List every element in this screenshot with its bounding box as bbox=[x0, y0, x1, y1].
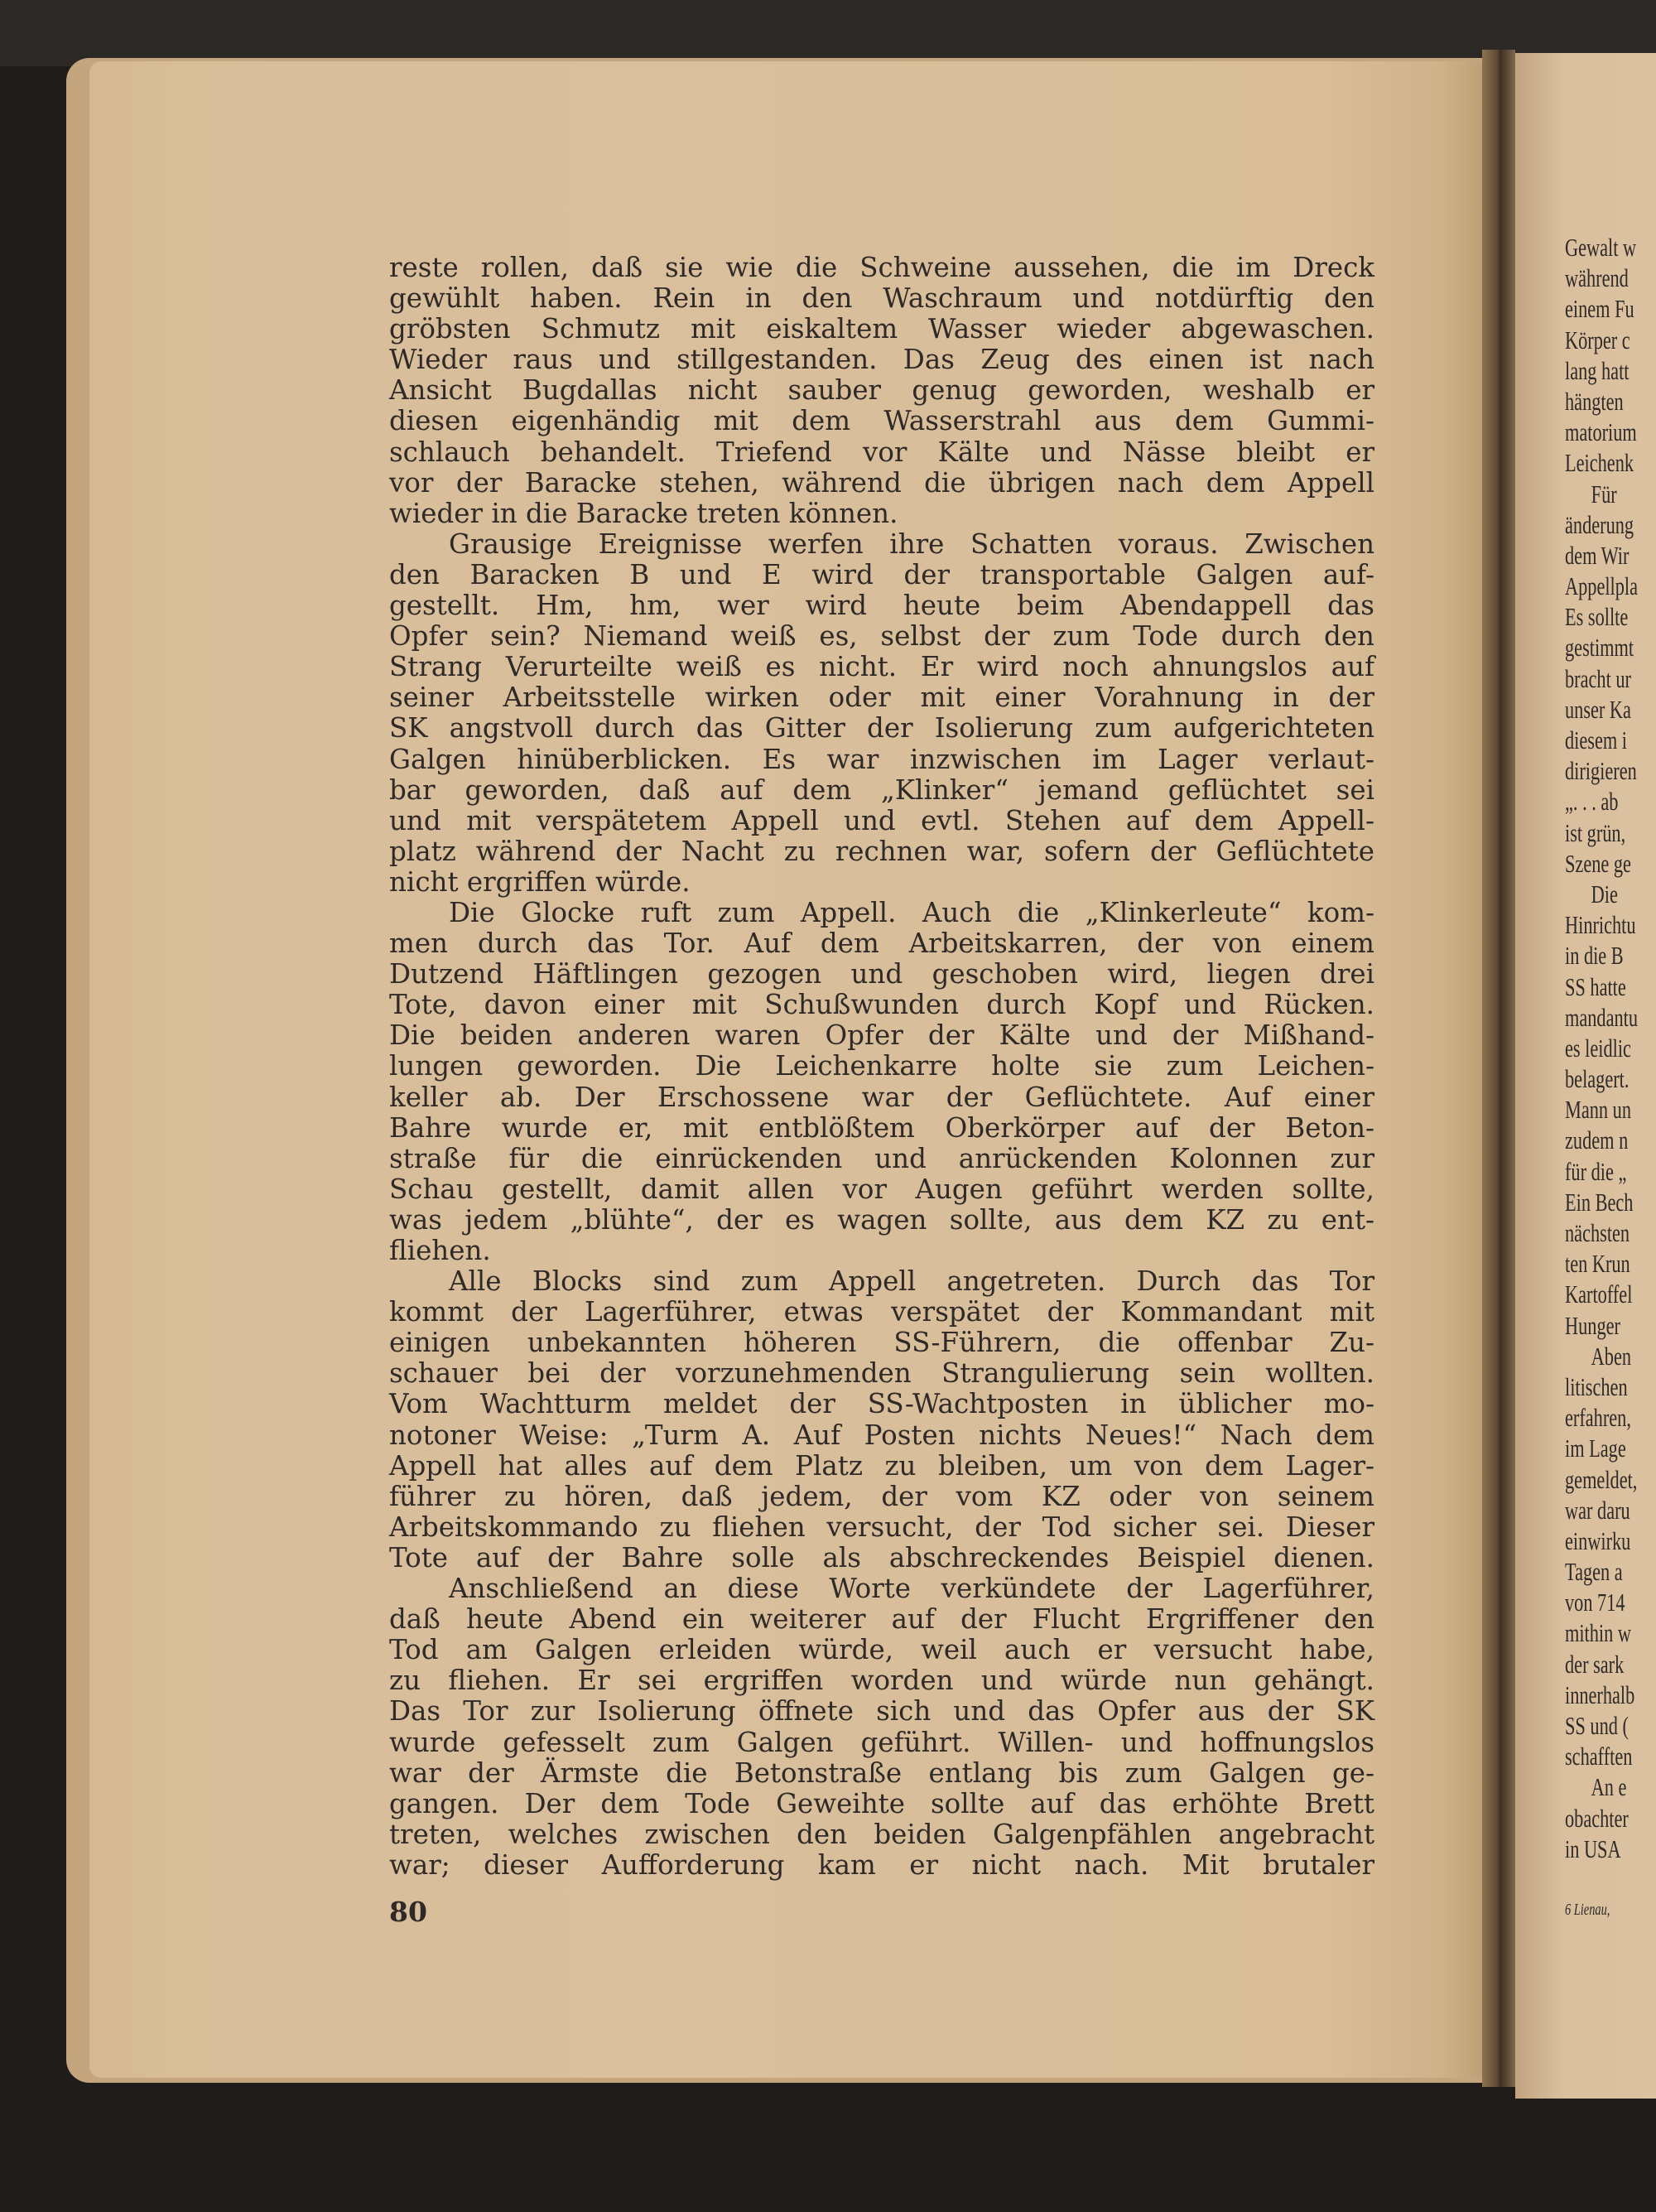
text-line: kommt der Lagerführer, etwas verspätet der Kommandant mit bbox=[389, 1296, 1374, 1328]
text-line: treten, welches zwischen den beiden Galgenpfählen angebracht bbox=[389, 1818, 1374, 1850]
text-line: seiner Arbeitsstelle wirken oder mit einer Vorahnung in der bbox=[389, 682, 1374, 714]
text-line: wurde gefesselt zum Galgen geführt. Willen- und hoffnungslos bbox=[389, 1726, 1374, 1758]
fragment-line: während bbox=[1565, 263, 1629, 293]
fragment-line: mandantu bbox=[1565, 1002, 1639, 1032]
fragment-line: Leichenk bbox=[1565, 448, 1634, 478]
text-line: war; dieser Aufforderung kam er nicht nach. Mit brutaler bbox=[389, 1848, 1374, 1881]
text-line: war der Ärmste die Betonstraße entlang bis zum Galgen ge- bbox=[389, 1757, 1374, 1789]
text-line: bar geworden, daß auf dem „Klinker“ jemand geflüchtet sei bbox=[389, 773, 1374, 806]
fragment-line: dirigieren bbox=[1565, 756, 1637, 786]
fragment-line: nächsten bbox=[1565, 1218, 1630, 1247]
fragment-line: Es sollte bbox=[1565, 602, 1629, 632]
text-line: schauer bei der vorzunehmenden Strangulierung sein wollten. bbox=[389, 1357, 1374, 1390]
fragment-line: gemeldet, bbox=[1565, 1464, 1638, 1494]
body-text bbox=[389, 253, 1374, 1881]
text-line: Vom Wachtturm meldet der SS-Wachtposten in üblicher mo- bbox=[389, 1388, 1374, 1420]
text-line: schlauch behandelt. Triefend vor Kälte und Nässe bleibt er bbox=[389, 436, 1374, 468]
text-line: Wieder raus und stillgestanden. Das Zeug des einen ist nach bbox=[389, 344, 1374, 376]
text-line: notoner Weise: „Turm A. Auf Posten nichts Neues!“ Nach dem bbox=[389, 1419, 1374, 1451]
text-line: Galgen hinüberblicken. Es war inzwischen im Lager verlaut- bbox=[389, 743, 1374, 775]
text-line: vor der Baracke stehen, während die übrigen nach dem Appell bbox=[389, 466, 1374, 499]
text-line: fliehen. bbox=[389, 1235, 491, 1266]
text-line: einigen unbekannten höheren SS-Führern, die offenbar Zu- bbox=[389, 1327, 1374, 1359]
fragment-line: für die „ bbox=[1565, 1156, 1627, 1186]
fragment-line: bracht ur bbox=[1565, 663, 1631, 693]
text-line: Die Glocke ruft zum Appell. Auch die „Klinkerleute“ kom- bbox=[449, 896, 1374, 928]
fragment-line: litischen bbox=[1565, 1371, 1628, 1401]
fragment-line: dem Wir bbox=[1565, 540, 1630, 570]
fragment-line: Tagen a bbox=[1565, 1557, 1623, 1587]
fragment-line: im Lage bbox=[1565, 1434, 1626, 1463]
text-line: Schau gestellt, damit allen vor Augen geführt werden sollte, bbox=[389, 1173, 1374, 1205]
fragment-line: von 714 bbox=[1565, 1588, 1625, 1617]
fragment-line: war daru bbox=[1565, 1495, 1630, 1525]
text-line: lungen geworden. Die Leichenkarre holte sie zum Leichen- bbox=[389, 1050, 1374, 1082]
fragment-line: Aben bbox=[1591, 1341, 1632, 1371]
fragment-line: Die bbox=[1591, 879, 1618, 908]
text-line: den Baracken B und E wird der transportable Galgen auf- bbox=[389, 558, 1374, 590]
fragment-line: Hinrichtu bbox=[1565, 910, 1636, 940]
fragment-line: „. . . ab bbox=[1565, 787, 1619, 817]
text-line: nicht ergriffen würde. bbox=[389, 865, 691, 898]
text-line: gestellt. Hm, hm, wer wird heute beim Abendappell das bbox=[389, 590, 1374, 622]
text-line: was jedem „blühte“, der es wagen sollte, aus dem KZ zu ent- bbox=[389, 1203, 1374, 1236]
fragment-line: gestimmt bbox=[1565, 633, 1634, 663]
fragment-line: einwirku bbox=[1565, 1525, 1631, 1555]
text-line: platz während der Nacht zu rechnen war, sofern der Geflüchtete bbox=[389, 835, 1374, 867]
fragment-line: erfahren, bbox=[1565, 1403, 1631, 1433]
text-line: Grausige Ereignisse werfen ihre Schatten voraus. Zwischen bbox=[449, 528, 1374, 560]
text-line: Appell hat alles auf dem Platz zu bleiben, um von dem Lager- bbox=[389, 1449, 1374, 1482]
fragment-line: Mann un bbox=[1565, 1095, 1631, 1125]
text-line: Dutzend Häftlingen gezogen und geschoben wird, liegen drei bbox=[389, 958, 1374, 990]
fragment-line: diesem i bbox=[1565, 725, 1628, 754]
page-number: 80 bbox=[389, 1896, 427, 1928]
fragment-line: An e bbox=[1591, 1772, 1627, 1802]
fragment-line: in USA bbox=[1565, 1834, 1621, 1863]
text-line: SK angstvoll durch das Gitter der Isolierung zum aufgerichteten bbox=[389, 712, 1374, 745]
footnote-fragment: 6 Lienau, bbox=[1565, 1901, 1610, 1920]
text-line: men durch das Tor. Auf dem Arbeitskarren, der von einem bbox=[389, 928, 1374, 960]
text-line: zu fliehen. Er sei ergriffen worden und würde nun gehängt. bbox=[389, 1665, 1374, 1697]
text-line: gangen. Der dem Tode Geweihte sollte auf das erhöhte Brett bbox=[389, 1787, 1374, 1819]
fragment-line: zudem n bbox=[1565, 1125, 1629, 1155]
fragment-line: in die B bbox=[1565, 941, 1624, 971]
text-line: Arbeitskommando zu fliehen versucht, der Tod sicher sei. Dieser bbox=[389, 1511, 1374, 1543]
fragment-line bbox=[1565, 1864, 1656, 1895]
fragment-line: hängten bbox=[1565, 386, 1624, 416]
text-line: straße für die einrückenden und anrückenden Kolonnen zur bbox=[389, 1142, 1374, 1174]
text-line: daß heute Abend ein weiterer auf der Flucht Ergriffener den bbox=[389, 1603, 1374, 1636]
text-line: gewühlt haben. Rein in den Waschraum und notdürftig den bbox=[389, 282, 1374, 315]
fragment-line: matorium bbox=[1565, 417, 1637, 447]
fragment-line: Ein Bech bbox=[1565, 1187, 1634, 1217]
fragment-line: SS hatte bbox=[1565, 971, 1626, 1001]
text-line: Bahre wurde er, mit entblößtem Oberkörper auf der Beton- bbox=[389, 1111, 1374, 1144]
fragment-line: der sark bbox=[1565, 1649, 1625, 1679]
fragment-line: schafften bbox=[1565, 1742, 1633, 1771]
text-line: Ansicht Bugdallas nicht sauber genug geworden, weshalb er bbox=[389, 374, 1374, 407]
fragment-line: unser Ka bbox=[1565, 694, 1631, 724]
fragment-line: Körper c bbox=[1565, 325, 1630, 354]
background bbox=[0, 0, 1656, 66]
text-line: Alle Blocks sind zum Appell angetreten. Durch das Tor bbox=[449, 1265, 1374, 1298]
fragment-line: belagert. bbox=[1565, 1064, 1630, 1094]
fragment-line: Für bbox=[1591, 479, 1617, 508]
fragment-line: ten Krun bbox=[1565, 1249, 1630, 1279]
text-line: diesen eigenhändig mit dem Wasserstrahl aus dem Gummi- bbox=[389, 405, 1374, 437]
text-line: und mit verspätetem Appell und evtl. Stehen auf dem Appell- bbox=[389, 804, 1374, 836]
text-line: Anschließend an diese Worte verkündete der Lagerführer, bbox=[449, 1573, 1374, 1605]
text-line: Die beiden anderen waren Opfer der Kälte und der Mißhand- bbox=[389, 1019, 1374, 1052]
text-line: Strang Verurteilte weiß es nicht. Er wird noch ahnungslos auf bbox=[389, 651, 1374, 683]
text-line: wieder in die Baracke treten können. bbox=[389, 497, 898, 529]
next-page-fragment bbox=[1565, 232, 1656, 1925]
fragment-line: ist grün, bbox=[1565, 817, 1626, 847]
text-line: Tote, davon einer mit Schußwunden durch Kopf und Rücken. bbox=[389, 989, 1374, 1021]
fragment-line: Hunger bbox=[1565, 1310, 1620, 1340]
text-line: Tod am Galgen erleiden würde, weil auch er versucht habe, bbox=[389, 1634, 1374, 1666]
fragment-line: SS und ( bbox=[1565, 1711, 1629, 1740]
fragment-line: mithin w bbox=[1565, 1618, 1631, 1648]
fragment-line: einem Fu bbox=[1565, 294, 1634, 324]
text-line: Opfer sein? Niemand weiß es, selbst der zum Tode durch den bbox=[389, 620, 1374, 653]
text-line: reste rollen, daß sie wie die Schweine aussehen, die im Dreck bbox=[389, 252, 1374, 283]
text-line: Das Tor zur Isolierung öffnete sich und das Opfer aus der SK bbox=[389, 1695, 1374, 1728]
book-gutter bbox=[1482, 50, 1515, 2087]
text-line: keller ab. Der Erschossene war der Geflüchtete. Auf einer bbox=[389, 1081, 1374, 1113]
text-line: führer zu hören, daß jedem, der vom KZ oder von seinem bbox=[389, 1480, 1374, 1512]
fragment-line: es leidlic bbox=[1565, 1033, 1631, 1063]
text-line: Tote auf der Bahre solle als abschreckendes Beispiel dienen. bbox=[389, 1541, 1374, 1573]
fragment-line: änderung bbox=[1565, 509, 1634, 539]
fragment-line: Appellpla bbox=[1565, 571, 1639, 601]
fragment-line: lang hatt bbox=[1565, 355, 1630, 385]
text-line: gröbsten Schmutz mit eiskaltem Wasser wieder abgewaschen. bbox=[389, 313, 1374, 345]
fragment-line: innerhalb bbox=[1565, 1679, 1635, 1709]
fragment-line: Gewalt w bbox=[1565, 233, 1637, 262]
fragment-line: Szene ge bbox=[1565, 848, 1631, 878]
fragment-line: Kartoffel bbox=[1565, 1279, 1633, 1309]
fragment-line: obachter bbox=[1565, 1803, 1629, 1833]
